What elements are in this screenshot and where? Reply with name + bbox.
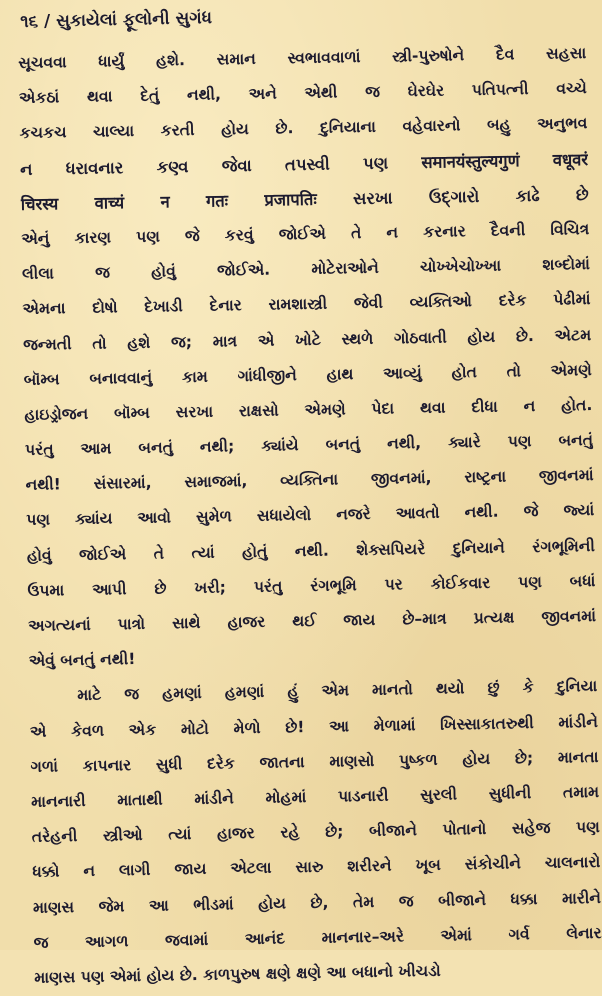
body-text	[18, 36, 602, 996]
text-line: એવું બનતું નથી!	[28, 650, 136, 671]
text-line: તરેહની સ્ત્રીઓ ત્યાં હાજર રહે છે; બીજાને પોતાનો સહેજ પણ	[31, 818, 600, 847]
text-line: અગત્યનાં પાત્રો સાથે હાજર થઈ જાય છે–માત્ર પ્રત્યક્ષ જીવનમાં	[27, 607, 597, 635]
text-line: જન્મતી તો હશે જ; માત્ર એ ખોટે સ્થળે ગોઠવાતી હોય છે. એટમ	[23, 325, 592, 354]
text-line: એનું કારણ પણ જે કરવું જોઈએ તે ન કરનાર દૈવની વિચિત્ર	[21, 219, 590, 248]
text-line: પણ ક્યાંય આવો સુમેળ સધાયેલો નજરે આવતો નથી. જે જ્યાં	[26, 501, 595, 530]
text-line: સૂચવવા ધાર્યું હશે. સમાન સ્વભાવવાળાં સ્ત્રી-પુરુષોને દૈવ સહસા	[18, 44, 587, 72]
text-line: એ કેવળ એક મોટો મેળો છે! આ મેળામાં ખિસ્સાકાતરુથી માંડીને	[29, 712, 599, 741]
text-line: એમના દોષો દેખાડી દેનાર રામશાસ્ત્રી જેવી વ્યક્તિઓ દરેક પેઢીમાં	[22, 290, 591, 319]
text-line: ઉપમા આપી છે ખરી; પરંતુ રંગભૂમિ પર કોઈકવાર પણ બધાં	[27, 571, 596, 600]
page-header: ૧૬ / સુકાયેલાં ફૂલોની સુગંધ	[20, 7, 213, 32]
text-line: માનનારી માતાથી માંડીને મોહમાં પાડનારી સુરલી સુધીની તમામ	[31, 782, 600, 811]
text-line: કચકચ ચાલ્યા કરતી હોય છે. દુનિયાના વહેવારનો બહુ અનુભવ	[19, 114, 588, 143]
text-line: જ આગળ જવામાં આનંદ માનનાર–અરે એમાં ગર્વ લેનાર	[33, 923, 602, 952]
text-line: લીલા જ હોવું જોઈએ. મોટેરાઓને ચોખ્ખેચોખ્ખા શબ્દોમાં	[21, 255, 591, 284]
text-line: માટે જ હમણાં હમણાં હું એમ માનતો થયો છું કે દુનિયા	[77, 677, 598, 705]
text-line: ગળાં કાપનાર સુધી દરેક જાતના માણસો પુષ્કળ હોય છે; માનતા	[30, 747, 599, 776]
text-line: ધક્કો ન લાગી જાય એટલા સારુ શરીરને ખૂબ સંકોચીને ચાલનારો	[32, 853, 601, 882]
text-line: चिरस्य वाच्यं न गतः प्रजापतिः સરખા ઉદ્ગારો કાઢે છે	[20, 184, 589, 214]
text-line: બૉમ્બ બનાવવાનું કામ ગાંધીજીને હાથ આવ્યું હોત તો એમણે	[23, 360, 592, 389]
text-line: પરંતુ આમ બનતું નથી; ક્યાંયે બનતું નથી, ક્યારે પણ બનતું	[24, 431, 594, 459]
text-line: ન ધરાવનાર કણ્વ જેવા તપસ્વી પણ समानयंस्तुल्यगुणं वधूवरं	[19, 149, 589, 179]
text-line: નથી! સંસારમાં, સમાજમાં, વ્યક્તિના જીવનમાં, રાષ્ટ્રના જીવનમાં	[25, 466, 594, 495]
text-line: એકઠાં થવા દેતું નથી, અને એથી જ ઘેરઘેર પતિપત્ની વચ્ચે	[18, 79, 587, 108]
text-line: હોવું જોઈએ તે ત્યાં હોતું નથી. શેક્સપિયરે દુનિયાને રંગભૂમિની	[26, 536, 595, 565]
text-line: માણસ જેમ આ ભીડમાં હોય છે, તેમ જ બીજાને ધક્કા મારીને	[32, 888, 602, 917]
text-line: માણસ પણ એમાં હોય છે. કાળપુરુષ ક્ષણે ક્ષણે આ બધાનો ખીચડો	[34, 961, 441, 987]
text-line: હાઇડ્રોજન બૉમ્બ સરખા રાક્ષસો એમણે પેદા થવા દીધા ન હોત.	[24, 395, 593, 424]
